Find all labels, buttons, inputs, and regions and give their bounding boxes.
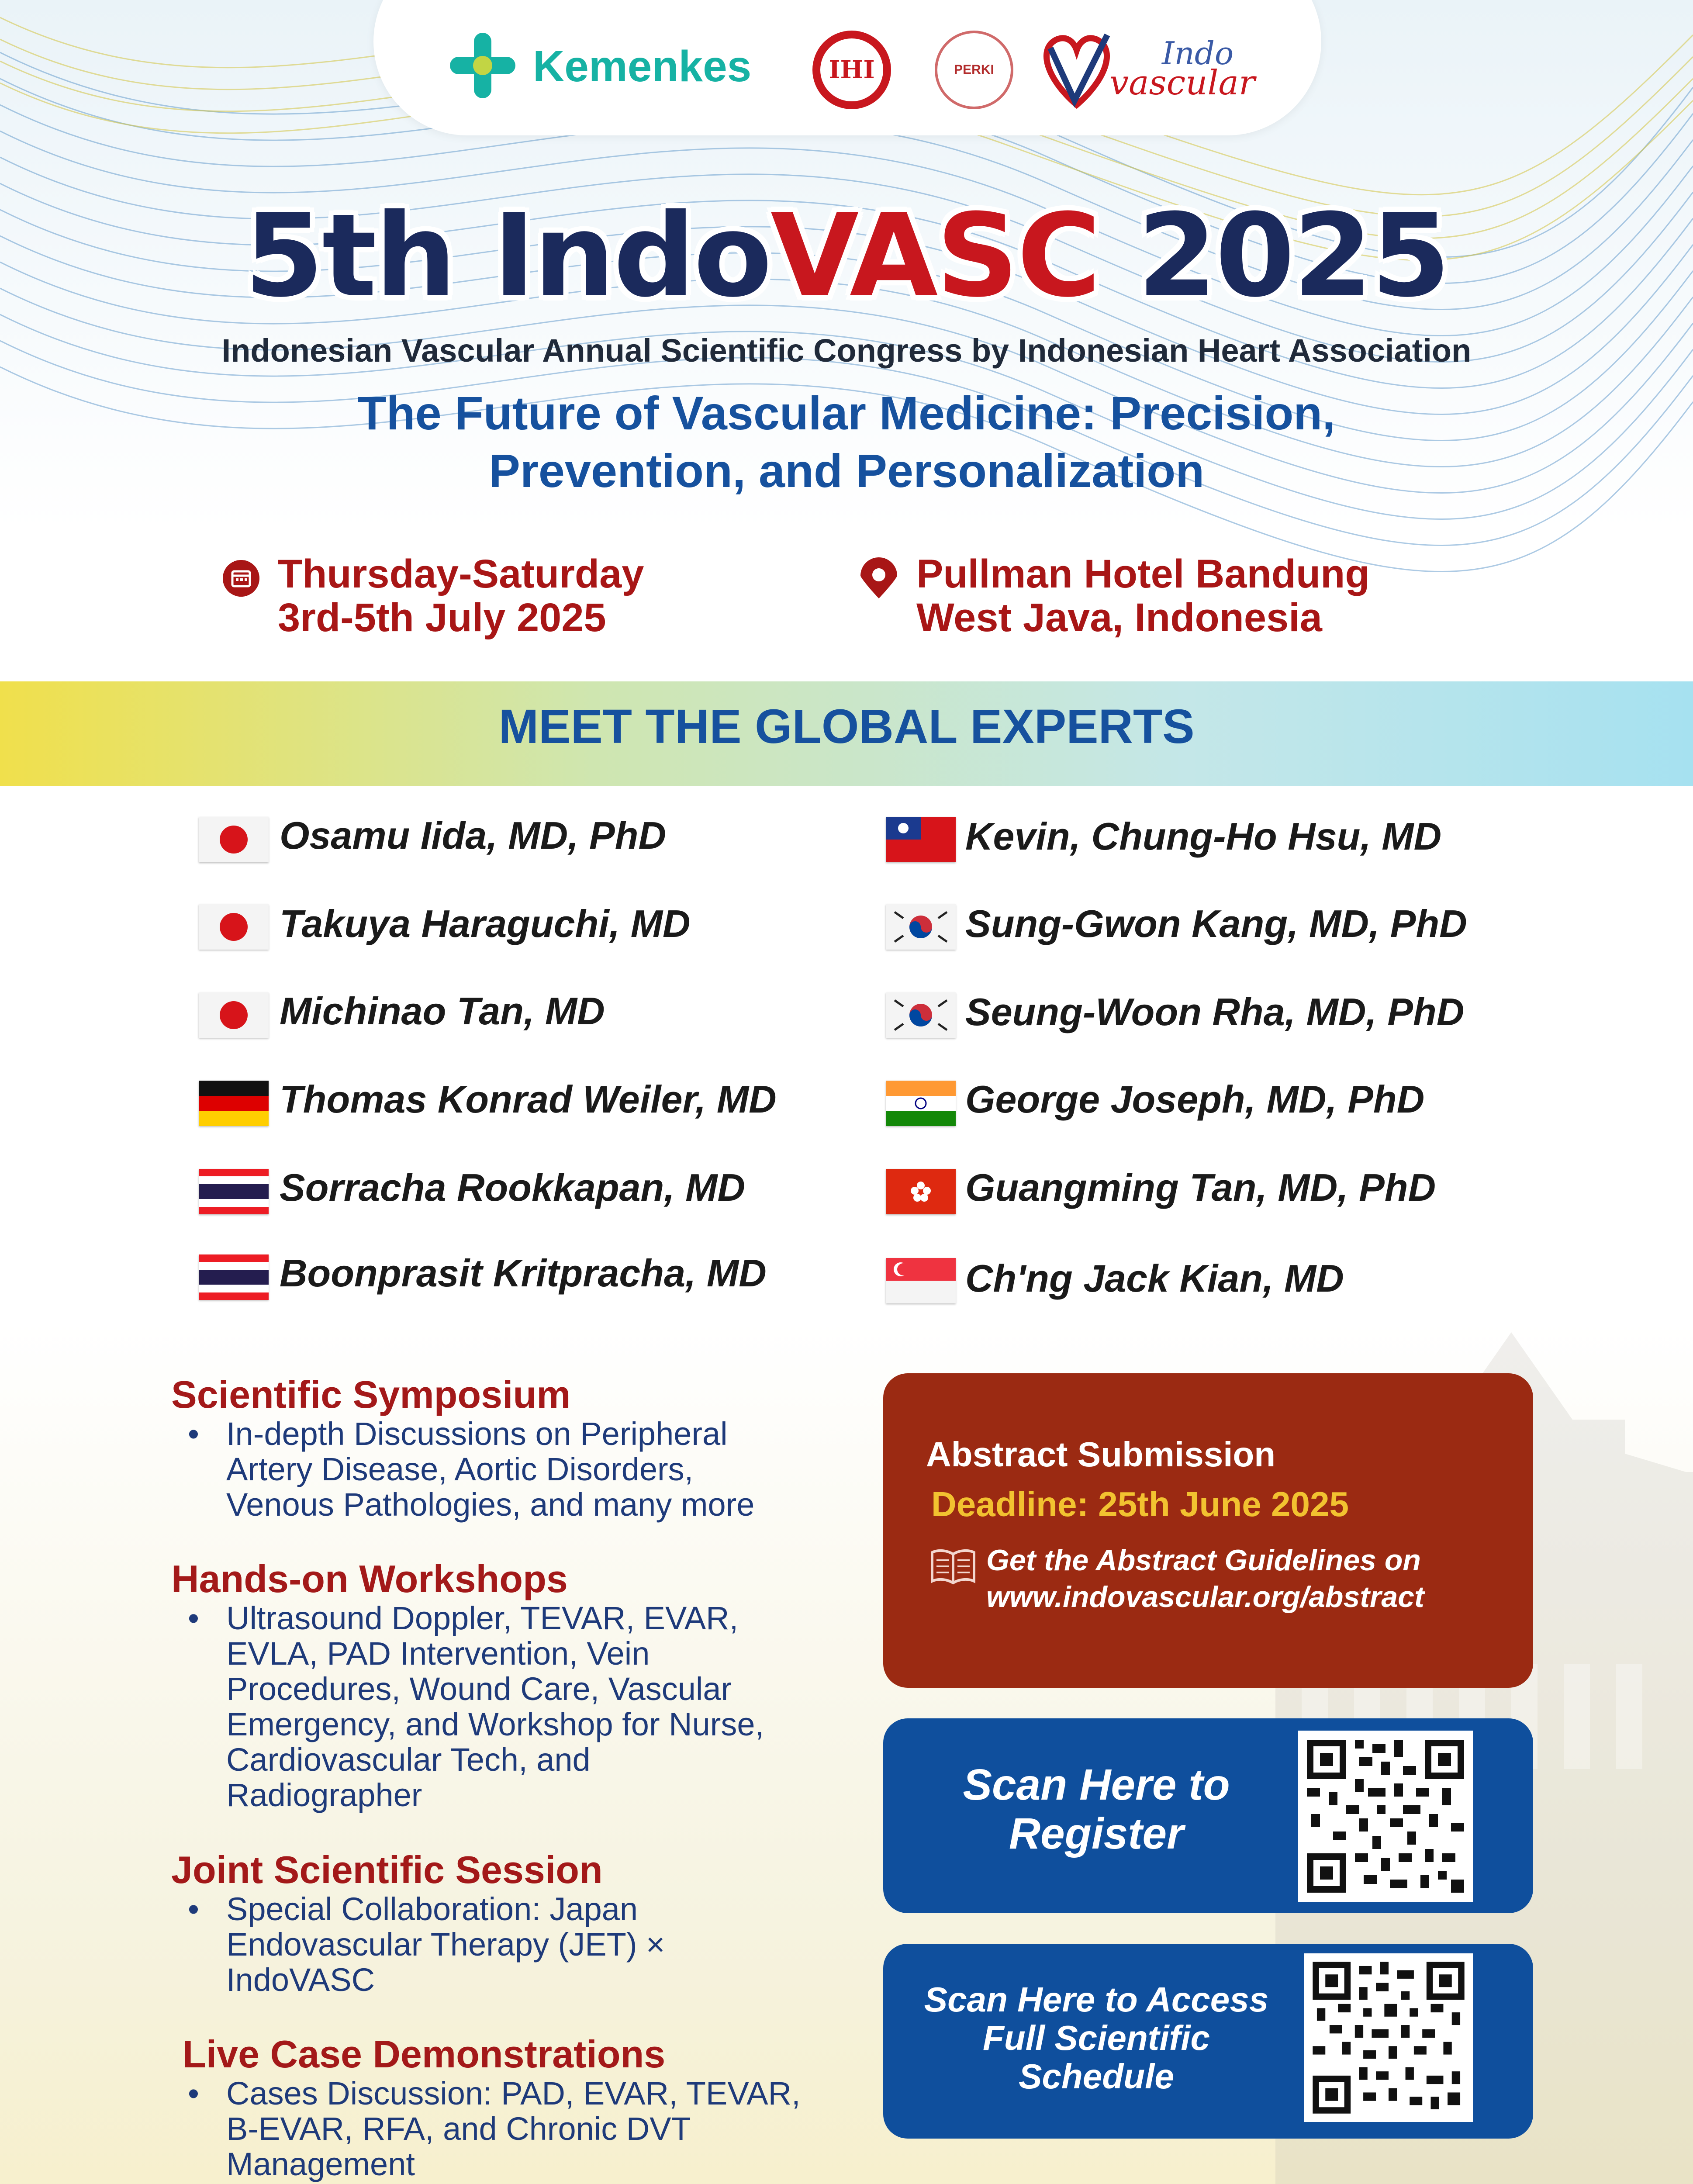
event-title — [0, 189, 1693, 322]
section-line: Cases Discussion: PAD, EVAR, TEVAR, — [226, 2075, 801, 2111]
section-line: EVLA, PAD Intervention, Vein — [226, 1635, 650, 1672]
abstract-guideline-link[interactable]: www.indovascular.org/abstract — [986, 1580, 1424, 1614]
expert-name: Sorracha Rookkapan, MD — [280, 1166, 746, 1209]
section-line: In-depth Discussions on Peripheral — [226, 1416, 728, 1452]
title-vasc: VASC — [770, 189, 1099, 322]
expert-name: Ch'ng Jack Kian, MD — [965, 1257, 1344, 1300]
india-flag-icon — [886, 1081, 956, 1126]
schedule-cta-line: Scan Here to Access — [924, 1980, 1269, 2019]
theme-line-2: Prevention, and Personalization — [488, 444, 1205, 497]
singapore-flag-icon — [886, 1258, 956, 1303]
section-list-workshops — [188, 1600, 764, 1813]
kemenkes-logo-text: Kemenkes — [533, 42, 752, 91]
section-line: Procedures, Wound Care, Vascular — [226, 1671, 732, 1707]
japan-flag-icon — [199, 904, 269, 950]
section-title-live-cases: Live Case Demonstrations — [183, 2032, 666, 2076]
section-line: Cardiovascular Tech, and — [226, 1742, 591, 1778]
expert-name: Osamu Iida, MD, PhD — [280, 814, 667, 857]
indovascular-heart-icon — [1042, 31, 1112, 109]
section-title-joint-session: Joint Scientific Session — [171, 1848, 603, 1891]
perki-seal-logo — [935, 31, 1013, 109]
theme-line-1: The Future of Vascular Medicine: Precision, — [357, 387, 1336, 439]
register-cta — [900, 1760, 1293, 1858]
section-title-workshops: Hands-on Workshops — [171, 1557, 568, 1600]
section-line: Radiographer — [226, 1777, 422, 1813]
expert-name: Kevin, Chung-Ho Hsu, MD — [965, 815, 1442, 858]
expert-name: Thomas Konrad Weiler, MD — [280, 1078, 777, 1121]
venue-name: Pullman Hotel Bandung — [916, 552, 1370, 596]
indovascular-logo-top: Indo — [1162, 35, 1234, 72]
calendar-icon — [223, 560, 259, 597]
kemenkes-logo-icon — [450, 31, 515, 100]
event-date — [278, 552, 644, 639]
event-venue — [916, 552, 1370, 639]
section-line: Endovascular Therapy (JET) × — [226, 1926, 665, 1963]
schedule-cta-line: Schedule — [1019, 2057, 1174, 2096]
venue-location: West Java, Indonesia — [916, 595, 1322, 640]
section-list-joint-session — [188, 1891, 665, 1998]
ihi-seal-logo — [812, 31, 891, 109]
section-title-symposium: Scientific Symposium — [171, 1373, 571, 1416]
experts-heading: MEET THE GLOBAL EXPERTS — [498, 700, 1195, 753]
section-line: Venous Pathologies, and many more — [226, 1486, 755, 1523]
bullet-icon: • — [188, 1600, 199, 1636]
section-line: Management — [226, 2146, 415, 2182]
thailand-flag-icon — [199, 1254, 269, 1300]
japan-flag-icon — [199, 992, 269, 1038]
abstract-guidelines — [986, 1542, 1424, 1615]
register-cta-line: Register — [1009, 1809, 1184, 1858]
bullet-icon: • — [188, 1891, 199, 1927]
event-subtitle: Indonesian Vascular Annual Scientific Congress by Indonesian Heart Association — [221, 332, 1472, 369]
expert-name: George Joseph, MD, PhD — [965, 1078, 1425, 1121]
bullet-icon: • — [188, 2075, 199, 2111]
date-days: Thursday-Saturday — [278, 552, 644, 596]
title-year: 2025 — [1099, 189, 1449, 322]
abstract-guideline-text: Get the Abstract Guidelines on — [986, 1544, 1421, 1577]
abstract-title: Abstract Submission — [926, 1435, 1276, 1474]
korea-flag-icon — [886, 904, 956, 950]
section-line: Ultrasound Doppler, TEVAR, EVAR, — [226, 1600, 739, 1636]
japan-flag-icon — [199, 817, 269, 862]
schedule-qr-code[interactable] — [1304, 1953, 1473, 2122]
taiwan-flag-icon — [886, 817, 956, 862]
bullet-icon: • — [188, 1416, 199, 1452]
section-line: IndoVASC — [226, 1962, 375, 1998]
abstract-submission-card[interactable] — [883, 1373, 1533, 1688]
section-line: Artery Disease, Aortic Disorders, — [226, 1451, 694, 1487]
expert-name: Sung-Gwon Kang, MD, PhD — [965, 902, 1467, 945]
open-book-icon — [930, 1548, 976, 1585]
thailand-flag-icon — [199, 1169, 269, 1214]
korea-flag-icon — [886, 992, 956, 1038]
abstract-deadline: Deadline: 25th June 2025 — [931, 1485, 1349, 1524]
schedule-cta — [900, 1980, 1293, 2096]
hongkong-flag-icon — [886, 1169, 956, 1214]
register-cta-line: Scan Here to — [963, 1760, 1230, 1809]
expert-name: Takuya Haraguchi, MD — [280, 902, 691, 945]
section-list-live-cases — [188, 2075, 801, 2182]
section-line: Emergency, and Workshop for Nurse, — [226, 1706, 764, 1742]
section-list-symposium — [188, 1416, 755, 1523]
perki-seal-text: PERKI — [954, 62, 994, 77]
expert-name: Boonprasit Kritpracha, MD — [280, 1251, 767, 1295]
title-prefix: 5th Indo — [244, 189, 770, 322]
indovascular-logo-bottom: vascular — [1109, 63, 1255, 103]
event-theme — [0, 384, 1693, 500]
expert-name: Guangming Tan, MD, PhD — [965, 1166, 1436, 1209]
section-line: Special Collaboration: Japan — [226, 1891, 638, 1927]
germany-flag-icon — [199, 1081, 269, 1126]
schedule-cta-line: Full Scientific — [982, 2018, 1210, 2057]
expert-name: Seung-Woon Rha, MD, PhD — [965, 990, 1465, 1033]
location-pin-icon — [860, 557, 897, 599]
ihi-seal-text: IHI — [829, 55, 875, 84]
section-line: B-EVAR, RFA, and Chronic DVT — [226, 2111, 691, 2147]
date-range: 3rd-5th July 2025 — [278, 595, 606, 640]
expert-name: Michinao Tan, MD — [280, 989, 605, 1033]
register-qr-code[interactable] — [1298, 1731, 1473, 1902]
